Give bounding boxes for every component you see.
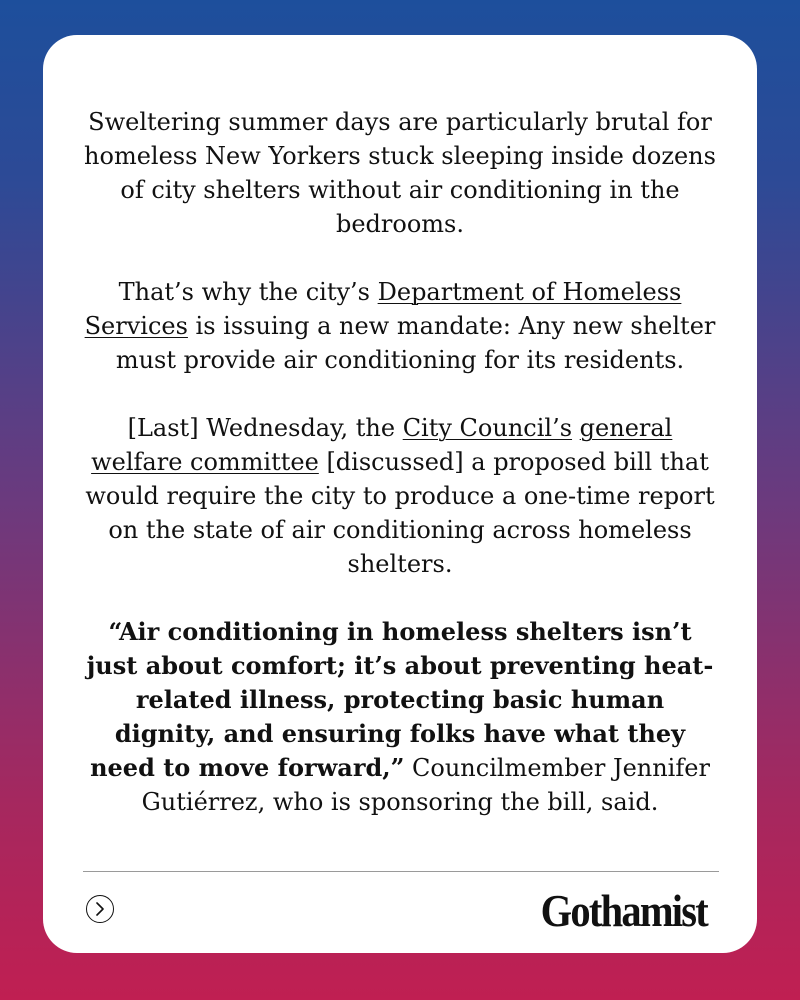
article-body xyxy=(83,105,717,853)
quote-text: “Air conditioning in homeless shelters isn’t just about comfort; it’s about preventing heat-related illness, protecting basic human dignity, and ensuring folks have what they need to move forward,” xyxy=(86,617,714,782)
dhs-link[interactable]: Department of Homeless Services xyxy=(84,278,682,340)
next-slide-button[interactable] xyxy=(86,895,114,923)
paragraph-council-tail: [discussed] a proposed bill that would require the city to produce a one-time report on the state of air conditioning across homeless shelters. xyxy=(85,448,715,578)
paragraph-intro-text: Sweltering summer days are particularly brutal for homeless New Yorkers stuck sleeping inside dozens of city shelters without air conditioning in the bedrooms. xyxy=(84,108,716,238)
paragraph-council-lead: [Last] Wednesday, the xyxy=(127,414,403,442)
paragraph-intro xyxy=(83,105,717,241)
paragraph-council-space xyxy=(572,414,580,442)
paragraph-dhs-tail: is issuing a new mandate: Any new shelter must provide air conditioning for its residents. xyxy=(115,312,716,374)
chevron-right-icon xyxy=(95,902,105,916)
paragraph-dhs xyxy=(83,275,717,377)
quote-attribution: Councilmember Jennifer Gutiérrez, who is sponsoring the bill, said. xyxy=(141,754,710,816)
paragraph-dhs-lead: That’s why the city’s xyxy=(118,278,378,306)
post-card xyxy=(43,35,757,953)
footer-divider xyxy=(83,871,719,872)
paragraph-council xyxy=(83,411,717,581)
gothamist-logo: Gothamist xyxy=(540,885,707,936)
welfare-committee-link[interactable]: general welfare committee xyxy=(91,414,673,476)
city-council-link[interactable]: City Council’s xyxy=(402,414,573,442)
paragraph-quote xyxy=(83,615,717,819)
